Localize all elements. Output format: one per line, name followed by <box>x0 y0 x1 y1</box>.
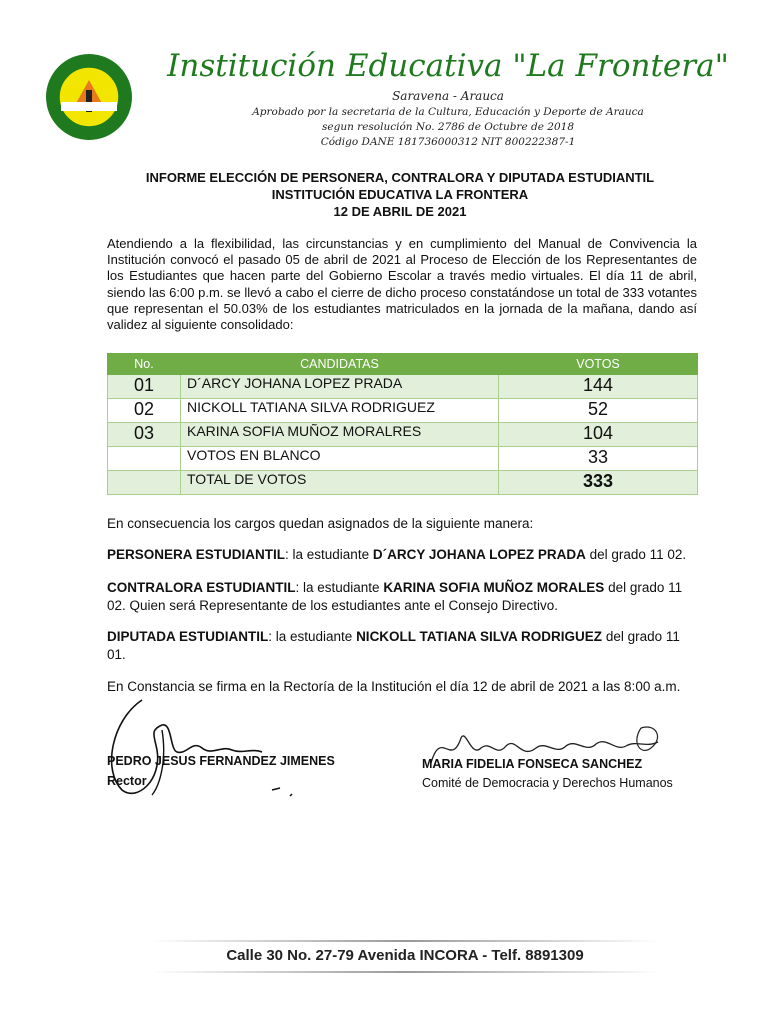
table-header-row <box>108 354 698 375</box>
votes-table <box>107 353 698 495</box>
row-number <box>108 471 181 495</box>
constancia-text: En Constancia se firma en la Rectoría de la Institución el día 12 de abril de 2021 a las 8:00 a.m. <box>107 679 681 694</box>
contralora-paragraph <box>107 579 699 615</box>
document-date: 12 DE ABRIL DE 2021 <box>333 204 467 219</box>
dane-code-line: Código DANE 181736000312 NIT 800222387-1 <box>320 136 576 148</box>
approval-line: Aprobado por la secretaria de la Cultura, Educación y Deporte de Arauca <box>252 106 644 118</box>
rector-role: Rector <box>107 774 147 788</box>
candidate-name: KARINA SOFIA MUÑOZ MORALRES <box>181 423 499 447</box>
header-candidates: CANDIDATAS <box>181 354 499 375</box>
vote-count: 52 <box>499 399 698 423</box>
candidate-name: TOTAL DE VOTOS <box>181 471 499 495</box>
personera-name: D´ARCY JOHANA LOPEZ PRADA <box>372 547 586 562</box>
personera-paragraph <box>107 546 699 564</box>
row-number: 02 <box>108 399 181 423</box>
document-title: INFORME ELECCIÓN DE PERSONERA, CONTRALORA Y DIPUTADA ESTUDIANTIL <box>145 170 655 185</box>
table-row <box>108 399 698 423</box>
institution-name: Institución Educativa "La Frontera" <box>167 48 729 84</box>
vote-count: 33 <box>499 447 698 471</box>
candidate-name: D´ARCY JOHANA LOPEZ PRADA <box>181 375 499 399</box>
table-row <box>108 447 698 471</box>
vote-count: 104 <box>499 423 698 447</box>
personera-mid: : la estudiante <box>285 547 373 562</box>
footer-divider-bottom <box>150 971 660 973</box>
committee-member-name: MARIA FIDELIA FONSECA SANCHEZ <box>422 757 643 771</box>
diputada-role: DIPUTADA ESTUDIANTIL <box>107 629 269 644</box>
footer-divider-top <box>150 940 660 942</box>
header-no: No. <box>108 354 181 375</box>
personera-role: PERSONERA ESTUDIANTIL <box>107 547 286 562</box>
diputada-tail: del grado 11 01. <box>107 629 680 662</box>
footer-address: Calle 30 No. 27-79 Avenida INCORA - Telf. 8891309 <box>226 947 584 964</box>
table-row <box>108 423 698 447</box>
contralora-role: CONTRALORA ESTUDIANTIL <box>107 580 296 595</box>
consequence-text: En consecuencia los cargos quedan asignados de la siguiente manera: <box>107 516 534 531</box>
resolution-line: segun resolución No. 2786 de Octubre de 2018 <box>322 121 574 133</box>
row-number: 03 <box>108 423 181 447</box>
institution-seal-icon <box>44 52 134 142</box>
rector-name: PEDRO JESUS FERNANDEZ JIMENES <box>107 754 335 768</box>
intro-paragraph: Atendiendo a la flexibilidad, las circunstancias y en cumplimiento del Manual de Convivencia la Institución convocó el pasado 05 de abril de 2021 al Proceso de Elección de los Representantes de los Estudiantes que hacen parte del Gobierno Escolar a través medio virtuales. El día 11 de abril, siendo las 6:00 p.m. se llevó a cabo el cierre de dicho proceso constatándose un total de 333 votantes que representan el 50.03% de los estudiantes matriculados en la jornada de la mañana, dando así validez al siguiente consolidado: <box>107 236 697 333</box>
contralora-tail: del grado 11 02. Quien será Representante de los estudiantes ante el Consejo Directivo. <box>107 580 683 613</box>
institution-location: Saravena - Arauca <box>392 89 504 103</box>
header-votes: VOTOS <box>499 354 698 375</box>
committee-role: Comité de Democracia y Derechos Humanos <box>422 776 673 790</box>
table-row <box>108 375 698 399</box>
candidate-name: NICKOLL TATIANA SILVA RODRIGUEZ <box>181 399 499 423</box>
candidate-name: VOTOS EN BLANCO <box>181 447 499 471</box>
vote-total: 333 <box>499 471 698 495</box>
personera-tail: del grado 11 02. <box>585 547 687 562</box>
row-number: 01 <box>108 375 181 399</box>
diputada-mid: : la estudiante <box>268 629 357 644</box>
contralora-mid: : la estudiante <box>295 580 384 595</box>
diputada-paragraph <box>107 628 699 664</box>
rector-signature-icon <box>102 690 302 810</box>
row-number <box>108 447 181 471</box>
vote-count: 144 <box>499 375 698 399</box>
diputada-name: NICKOLL TATIANA SILVA RODRIGUEZ <box>356 629 603 644</box>
table-row-total <box>108 471 698 495</box>
contralora-name: KARINA SOFIA MUÑOZ MORALES <box>383 580 605 595</box>
document-subtitle: INSTITUCIÓN EDUCATIVA LA FRONTERA <box>271 187 529 202</box>
